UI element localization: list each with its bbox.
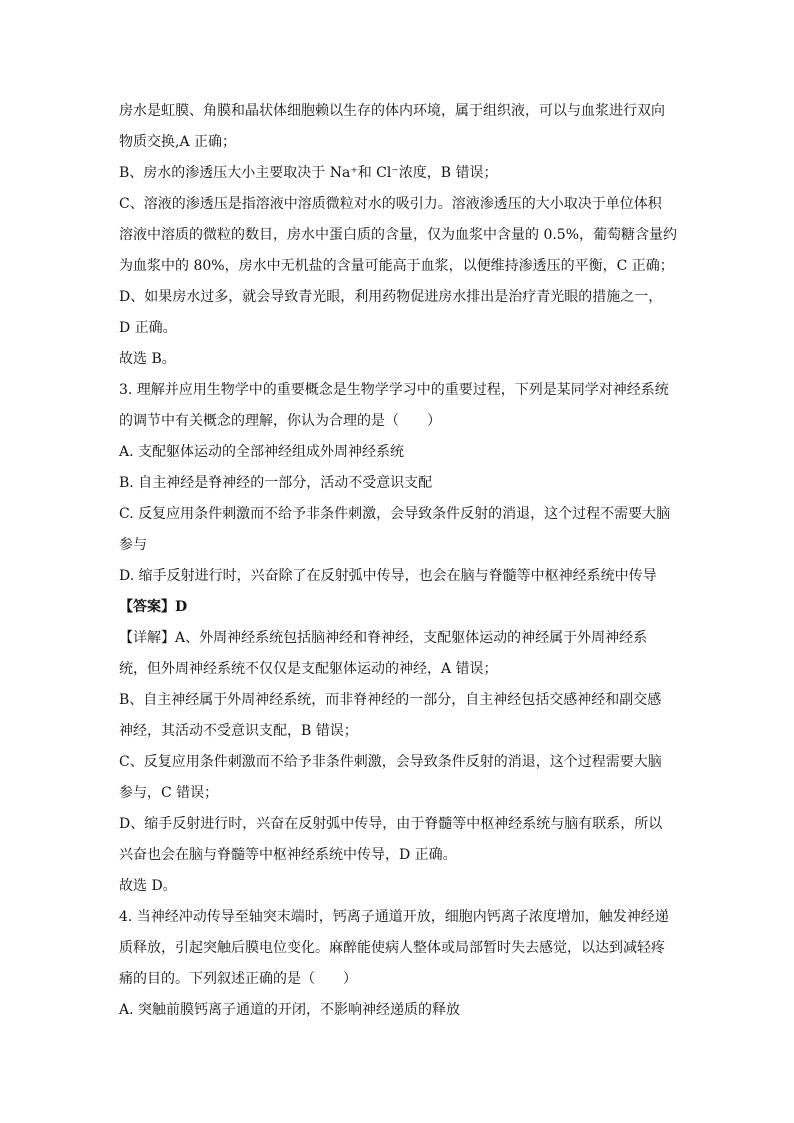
question-3-stem: 3. 理解并应用生物学中的重要概念是生物学学习中的重要过程，下列是某同学对神经系统: [119, 382, 669, 398]
question-3-option-a: A. 支配躯体运动的全部神经组成外周神经系统: [119, 444, 405, 460]
text-line: 为血浆中的 80%，房水中无机盐的含量可能高于血浆，以便维持渗透压的平衡，C 正确；: [119, 258, 674, 274]
text-line: 溶液中溶质的微粒的数目，房水中蛋白质的含量，仅为血浆中含量的 0.5%，葡萄糖含量约: [119, 227, 678, 243]
explanation-line: 统，但外周神经系统不仅仅是支配躯体运动的神经，A 错误；: [119, 661, 498, 677]
explanation-line: C、反复应用条件刺激而不给予非条件刺激，会导致条件反射的消退，这个过程需要大脑: [119, 754, 662, 770]
question-4-stem-cont: 质释放，引起突触后膜电位变化。麻醉能使病人整体或局部暂时失去感觉，以达到减轻疼: [119, 940, 665, 956]
explanation-line: 兴奋也会在脑与脊髓等中枢神经系统中传导，D 正确。: [119, 847, 457, 863]
question-4-stem: 4. 当神经冲动传导至轴突末端时，钙离子通道开放，细胞内钙离子浓度增加，触发神经递: [119, 909, 669, 925]
explanation-line: 神经，其活动不受意识支配，B 错误；: [119, 723, 358, 739]
text-line: 故选 B。: [119, 351, 176, 367]
text-line: 房水是虹膜、角膜和晶状体细胞赖以生存的体内环境，属于组织液，可以与血浆进行双向: [119, 103, 665, 119]
explanation-line: B、自主神经属于外周神经系统，而非脊神经的一部分，自主神经包括交感神经和副交感: [119, 692, 662, 708]
question-4-stem-cont: 痛的目的。下列叙述正确的是（ ）: [119, 971, 357, 987]
explanation-line: 参与，C 错误；: [119, 785, 219, 801]
document-body: [119, 96, 679, 1026]
text-line: 物质交换,A 正确；: [119, 134, 237, 150]
answer-choice-line: 故选 D。: [119, 878, 177, 894]
text-line: B、房水的渗透压大小主要取决于 Na⁺和 Cl⁻浓度，B 错误；: [119, 165, 498, 181]
explanation-line: 【详解】A、外周神经系统包括脑神经和脊神经，支配躯体运动的神经属于外周神经系: [119, 630, 648, 646]
text-line: D、如果房水过多，就会导致青光眼，利用药物促进房水排出是治疗青光眼的措施之一，: [119, 289, 663, 305]
question-3-option-d: D. 缩手反射进行时，兴奋除了在反射弧中传导，也会在脑与脊髓等中枢神经系统中传导: [119, 568, 657, 584]
question-3-option-c: C. 反复应用条件刺激而不给予非条件刺激，会导致条件反射的消退，这个过程不需要大脑: [119, 506, 671, 522]
text-line: D 正确。: [119, 320, 177, 336]
question-4-option-a: A. 突触前膜钙离子通道的开闭，不影响神经递质的释放: [119, 1002, 461, 1018]
answer-label: 【答案】D: [119, 599, 188, 615]
explanation-line: D、缩手反射进行时，兴奋在反射弧中传导，由于脊髓等中枢神经系统与脑有联系，所以: [119, 816, 663, 832]
question-3-option-b: B. 自主神经是脊神经的一部分，活动不受意识支配: [119, 475, 433, 491]
question-3-stem-cont: 的调节中有关概念的理解，你认为合理的是（ ）: [119, 413, 441, 429]
text-line: C、溶液的渗透压是指溶液中溶质微粒对水的吸引力。溶液渗透压的大小取决于单位体积: [119, 196, 662, 212]
question-3-option-c-cont: 参与: [119, 537, 147, 553]
